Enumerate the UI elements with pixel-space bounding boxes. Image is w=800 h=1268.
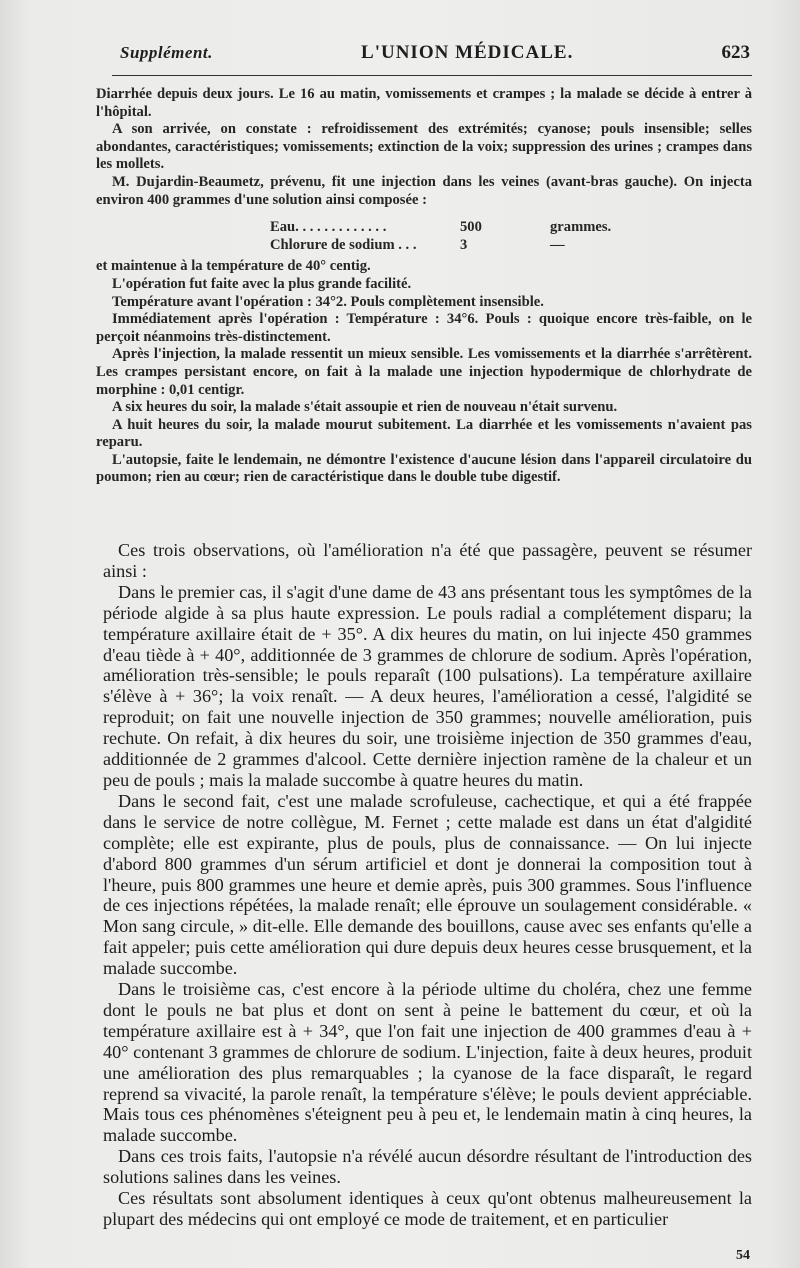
case-paragraph: M. Dujardin-Beaumetz, prévenu, fit une injection dans les veines (avant-bras gauche). On injecta environ 400 grammes d'une solution ainsi composée : [96, 173, 752, 208]
case-paragraph: et maintenue à la température de 40° centig. [96, 258, 371, 275]
case-paragraph: A huit heures du soir, la malade mourut subitement. La diarrhée et les vomissements n'avaient pas reparu. [96, 416, 752, 451]
formula-ingredient: Chlorure de sodium . . . [270, 236, 417, 253]
formula-unit: grammes. [550, 219, 612, 236]
page-number: 623 [721, 42, 750, 63]
journal-title: L'UNION MÉDICALE. [361, 42, 574, 63]
case-report [96, 86, 752, 487]
case-paragraph: L'opération fut faite avec la plus grande facilité. [112, 275, 412, 292]
body-paragraph: Dans le premier cas, il s'agit d'une dame de 43 ans présentant tous les symptômes de la période algide à sa plus haute expression. Le pouls radial a complétement disparu; la température axillaire était de + 35°. A dix heures du matin, on lui injecte 450 grammes d'eau tiède à + 40°, additionnée de 3 grammes de chlorure de sodium. Après l'opération, amélioration très-sensible; le pouls reparaît (100 pulsations). La température axillaire s'élève à + 36°; la voix renaît. — A deux heures, l'amélioration a cessé, l'algidité se reproduit; on fait une nouvelle injection de 350 grammes; nouvelle amélioration, puis rechute. On refait, à dix heures du soir, une troisième injection de 350 grammes d'eau, additionnée de 2 grammes d'alcool. Cette dernière injection ramène de la chaleur et un peu de pouls ; mais la malade succombe à quatre heures du matin. [103, 581, 752, 790]
body-paragraph: Ces trois observations, où l'amélioration n'a été que passagère, peuvent se résumer ainsi : [103, 540, 752, 581]
body-paragraph: Dans ces trois faits, l'autopsie n'a révélé aucun désordre résultant de l'introduction des solutions salines dans les veines. [103, 1146, 752, 1188]
formula-ingredient: Eau. . . . . . . . . . . . . [270, 219, 387, 236]
body-text [103, 540, 752, 1230]
header-rule [112, 75, 752, 76]
case-paragraph: Après l'injection, la malade ressentit un mieux sensible. Les vomissements et la diarrhée s'arrêtèrent. Les crampes persistant encore, on fait à la malade une injection hypodermique de chlorhydrate de morphine : 0,01 centigr. [96, 346, 752, 398]
formula-row [270, 237, 752, 255]
signature-folio: 54 [736, 1248, 750, 1263]
formula-quantity: 3 [460, 236, 468, 253]
body-paragraph: Dans le second fait, c'est une malade scrofuleuse, cachectique, et qui a été frappée dans le service de notre collègue, M. Fernet ; cette malade est dans un état d'algidité complète; elle est expirante, plus de pouls, plus de connaissance. — On lui injecte d'abord 800 grammes d'un sérum artificiel et dont je donnerai la composition tout à l'heure, puis 800 grammes une heure et demie après, puis 300 grammes. Sous l'influence de ces injections répétées, la malade renaît; elle éprouve un soulagement considérable. « Mon sang circule, » dit-elle. Elle demande des bouillons, cause avec ses enfants qu'elle a fait appeler; puis cette amélioration qui dure depuis deux heures cesse brusquement, et la malade succombe. [103, 790, 752, 979]
case-paragraph: A son arrivée, on constate : refroidissement des extrémités; cyanose; pouls insensible; selles abondantes, caractéristiques; vomissements; extinction de la voix; suppression des urines ; crampes dans les mollets. [96, 121, 752, 173]
formula-unit: — [550, 236, 565, 253]
body-paragraph: Ces résultats sont absolument identiques à ceux qu'ont obtenus malheureusement la plupart des médecins qui ont employé ce mode de traitement, et en particulier [103, 1188, 752, 1229]
case-paragraph: Immédiatement après l'opération : Température : 34°6. Pouls : quoique encore très-faible, on le perçoit néanmoins très-distinctement. [96, 311, 752, 345]
header-section: Supplément. [120, 43, 213, 62]
case-paragraph: Température avant l'opération : 34°2. Pouls complètement insensible. [112, 293, 544, 310]
formula-row [270, 219, 752, 237]
formula-quantity: 500 [460, 219, 482, 236]
running-header [120, 42, 750, 70]
body-paragraph: Dans le troisième cas, c'est encore à la période ultime du choléra, chez une femme dont le pouls ne bat plus et dont on sent à peine le battement du cœur, et où la température axillaire est à + 34°, que l'on fait une injection de 400 grammes d'eau à + 40° contenant 3 grammes de chlorure de sodium. L'injection, faite à deux heures, produit une amélioration des plus remarquables ; la cyanose de la face disparaît, le regard reprend sa vivacité, la parole renaît, la température s'élève; le pouls devient appréciable. Mais tous ces phénomènes s'éteignent peu à peu et, le lendemain matin à cinq heures, la malade succombe. [103, 979, 752, 1146]
case-paragraph: L'autopsie, faite le lendemain, ne démontre l'existence d'aucune lésion dans l'appareil circulatoire du poumon; rien au cœur; rien de caractéristique dans le double tube digestif. [96, 451, 752, 486]
case-paragraph: A six heures du soir, la malade s'était assoupie et rien de nouveau n'était survenu. [112, 399, 618, 416]
case-paragraph: Diarrhée depuis deux jours. Le 16 au matin, vomissements et crampes ; la malade se décide à entrer à l'hôpital. [96, 86, 752, 120]
solution-formula [96, 219, 752, 254]
